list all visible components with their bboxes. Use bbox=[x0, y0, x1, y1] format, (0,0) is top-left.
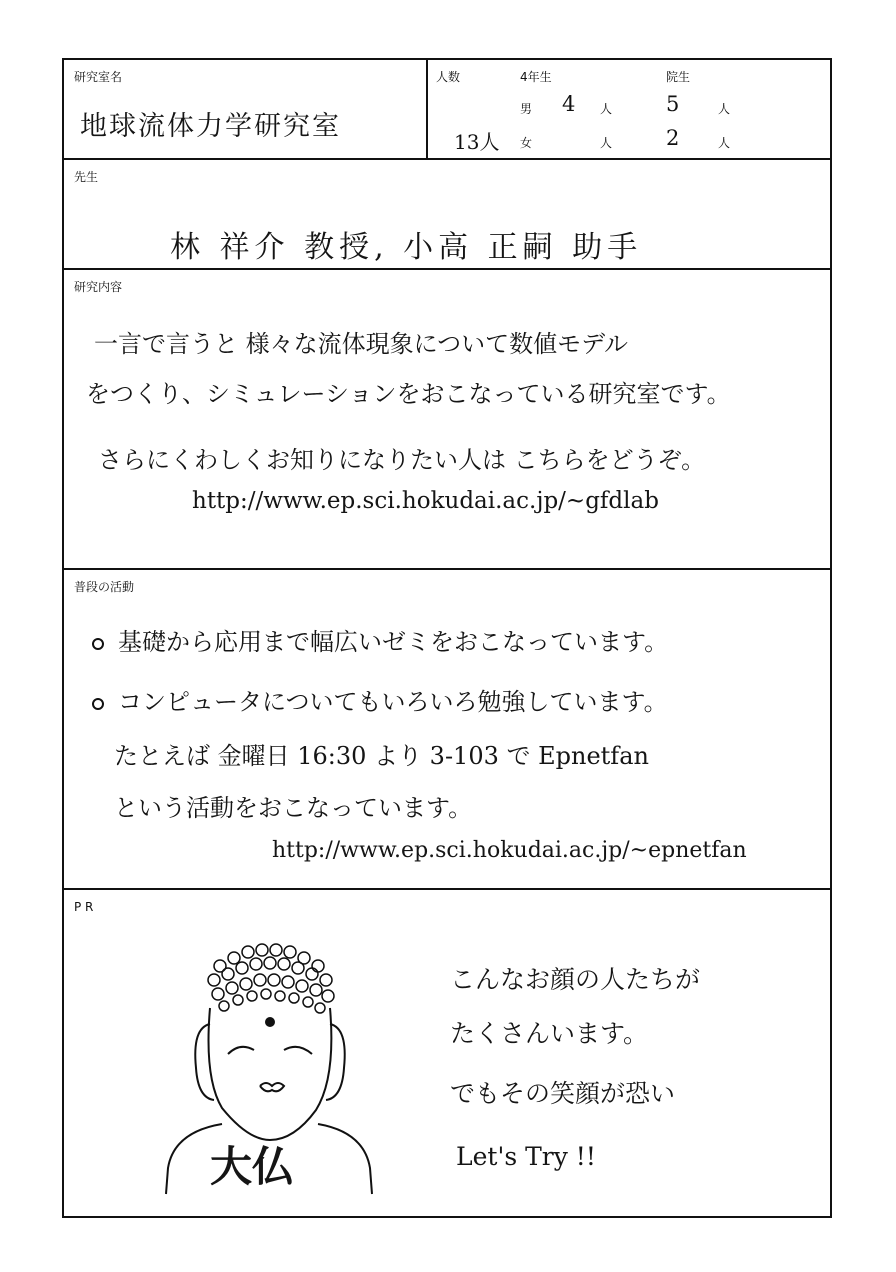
female-year4-unit: 人 bbox=[600, 136, 613, 150]
teachers-row bbox=[64, 160, 830, 270]
teachers-label: 先生 bbox=[74, 170, 99, 184]
activity-item-2-line-2: たとえば 金曜日 16:30 より 3-103 で Epnetfan bbox=[114, 742, 649, 770]
lab-name-row bbox=[64, 60, 830, 160]
year4-header: 4年生 bbox=[520, 70, 552, 84]
bullet-icon bbox=[92, 638, 104, 650]
research-line-1: 一言で言うと 様々な流体現象について数値モデル bbox=[94, 330, 628, 358]
male-year4-unit: 人 bbox=[600, 102, 613, 116]
activity-item-1-text: 基礎から応用まで幅広いゼミをおこなっています。 bbox=[118, 628, 669, 656]
male-year4-count: 4 bbox=[562, 92, 576, 116]
activity-item-2 bbox=[92, 682, 668, 717]
research-url[interactable]: http://www.ep.sci.hokudai.ac.jp/~gfdlab bbox=[192, 488, 659, 514]
pr-line-2: たくさんいます。 bbox=[450, 1019, 649, 1048]
female-label: 女 bbox=[520, 136, 533, 150]
member-stats bbox=[428, 60, 830, 158]
activity-item-1 bbox=[92, 622, 668, 657]
research-line-3: さらにくわしくお知りになりたい人は こちらをどうぞ。 bbox=[98, 446, 706, 474]
activity-item-2-text: コンピュータについてもいろいろ勉強しています。 bbox=[118, 688, 668, 716]
female-grad-count: 2 bbox=[666, 126, 680, 150]
female-grad-unit: 人 bbox=[718, 136, 731, 150]
pr-line-3: でもその笑顔が恐い bbox=[450, 1079, 676, 1108]
research-label: 研究内容 bbox=[74, 280, 123, 294]
pr-label: P R bbox=[74, 900, 94, 914]
activities-row bbox=[64, 570, 830, 890]
research-row bbox=[64, 270, 830, 570]
male-grad-unit: 人 bbox=[718, 102, 731, 116]
pr-line-4: Let's Try !! bbox=[456, 1142, 596, 1171]
activity-item-2-line-3: という活動をおこなっています。 bbox=[114, 794, 473, 822]
activities-url[interactable]: http://www.ep.sci.hokudai.ac.jp/~epnetfan bbox=[272, 838, 747, 863]
lab-name-label: 研究室名 bbox=[74, 70, 123, 84]
teachers-value: 林 祥介 教授, 小高 正嗣 助手 bbox=[170, 230, 643, 265]
bullet-icon bbox=[92, 698, 104, 710]
survey-sheet bbox=[62, 58, 832, 1218]
pr-line-1: こんなお顔の人たちが bbox=[450, 965, 701, 994]
members-label: 人数 bbox=[436, 70, 461, 84]
male-label: 男 bbox=[520, 102, 533, 116]
member-total: 13人 bbox=[454, 130, 500, 154]
lab-name-value: 地球流体力学研究室 bbox=[80, 111, 341, 142]
grad-header: 院生 bbox=[666, 70, 691, 84]
research-line-2: をつくり、シミュレーションをおこなっている研究室です。 bbox=[86, 380, 731, 408]
activities-label: 普段の活動 bbox=[74, 580, 135, 594]
male-grad-count: 5 bbox=[666, 92, 680, 116]
buddha-caption: 大仏 bbox=[210, 1142, 295, 1191]
buddha-hair bbox=[208, 944, 334, 1013]
pr-row bbox=[64, 890, 830, 1218]
